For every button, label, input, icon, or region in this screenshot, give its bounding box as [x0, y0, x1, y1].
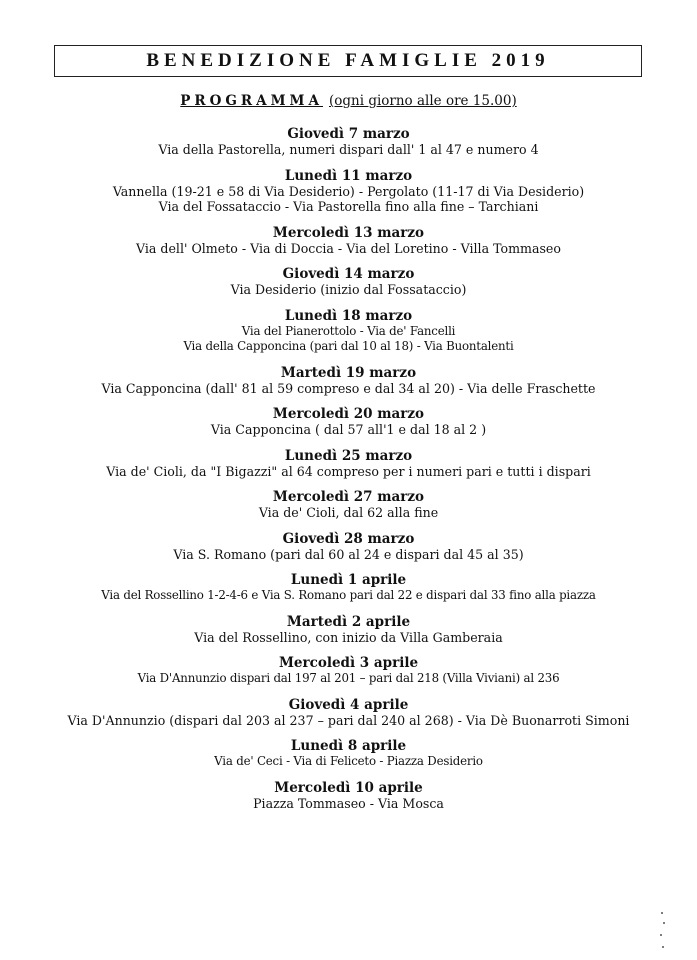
schedule-entry: [0, 406, 697, 438]
entry-location: Via de' Ceci - Via di Feliceto - Piazza Desiderio: [214, 754, 483, 768]
entry-day: Mercoledì 20 marzo: [272, 406, 425, 422]
entry-day: Lunedì 1 aprile: [290, 572, 407, 588]
entry-location: Via S. Romano (pari dal 60 al 24 e dispari dal 45 al 35): [173, 546, 524, 562]
schedule-entry: [0, 738, 697, 770]
program-label: PROGRAMMA: [180, 93, 323, 109]
page-title: BENEDIZIONE FAMIGLIE 2019: [146, 50, 550, 71]
entry-location: Via del Rossellino 1-2-4-6 e Via S. Romano pari dal 22 e dispari dal 33 fino alla piazza: [101, 588, 596, 602]
entry-location: Via Capponcina (dall' 81 al 59 compreso e dal 34 al 20) - Via delle Fraschette: [101, 380, 596, 396]
program-heading: [0, 93, 697, 109]
entry-location: Via de' Cioli, da "I Bigazzi" al 64 compreso per i numeri pari e tutti i dispari: [106, 463, 591, 479]
entry-location: Via del Pianerottolo - Via de' Fancelli: [241, 323, 456, 338]
entry-day: Mercoledì 3 aprile: [278, 655, 419, 671]
entry-location: Via della Capponcina (pari dal 10 al 18) - Via Buontalenti: [183, 339, 514, 353]
entry-day: Giovedì 7 marzo: [287, 126, 410, 142]
scan-marks: [657, 912, 667, 952]
schedule-entry: [0, 655, 697, 687]
schedule-entry: [0, 365, 697, 397]
entry-location: Via della Pastorella, numeri dispari dall' 1 al 47 e numero 4: [158, 142, 539, 157]
schedule-entry: [0, 225, 697, 257]
schedule-entry: [0, 168, 697, 215]
entry-day: Mercoledì 27 marzo: [272, 489, 425, 505]
entry-location: Via de' Cioli, dal 62 alla fine: [258, 505, 439, 520]
program-note: (ogni giorno alle ore 15.00): [328, 93, 517, 109]
schedule-entry: [0, 697, 697, 729]
entry-location: Via Capponcina ( dal 57 all'1 e dal 18 al 2 ): [210, 422, 487, 437]
entry-day: Martedì 2 aprile: [286, 613, 411, 630]
schedule-entry: [0, 266, 697, 298]
schedule-entry: [0, 572, 697, 604]
title-box: [54, 45, 642, 77]
entry-day: Mercoledì 10 aprile: [274, 779, 423, 796]
entry-location: Via Desiderio (inizio dal Fossataccio): [230, 282, 467, 297]
entry-location: Via del Rossellino, con inizio da Villa Gamberaia: [194, 629, 503, 645]
entry-day: Giovedì 14 marzo: [282, 266, 415, 282]
schedule-entry: [0, 489, 697, 521]
entry-day: Giovedì 4 aprile: [288, 696, 409, 713]
schedule-entry: [0, 308, 697, 355]
entry-day: Lunedì 18 marzo: [284, 307, 413, 324]
entry-location: Via D'Annunzio (dispari dal 203 al 237 – pari dal 240 al 268) - Via Dè Buonarroti Simoni: [67, 712, 630, 728]
entry-location: Via del Fossataccio - Via Pastorella fino alla fine – Tarchiani: [158, 199, 539, 214]
entry-day: Lunedì 8 aprile: [290, 738, 407, 754]
entry-location: Piazza Tommaseo - Via Mosca: [253, 795, 444, 811]
entry-location: Via dell' Olmeto - Via di Doccia - Via del Loretino - Villa Tommaseo: [136, 240, 561, 256]
schedule-entry: [0, 126, 697, 158]
schedule-entry: [0, 531, 697, 563]
entry-day: Martedì 19 marzo: [280, 364, 417, 381]
entry-day: Giovedì 28 marzo: [282, 530, 415, 547]
schedule-entry: [0, 614, 697, 646]
entry-day: Lunedì 25 marzo: [284, 447, 413, 464]
entry-location: Vannella (19-21 e 58 di Via Desiderio) - Pergolato (11-17 di Via Desiderio): [112, 183, 585, 199]
entry-day: Mercoledì 13 marzo: [272, 224, 425, 241]
entry-location: Via D'Annunzio dispari dal 197 al 201 – pari dal 218 (Villa Viviani) al 236: [137, 671, 560, 685]
entry-day: Lunedì 11 marzo: [284, 167, 413, 184]
schedule-entry: [0, 448, 697, 480]
schedule-entry: [0, 780, 697, 812]
schedule-list: [0, 126, 697, 821]
